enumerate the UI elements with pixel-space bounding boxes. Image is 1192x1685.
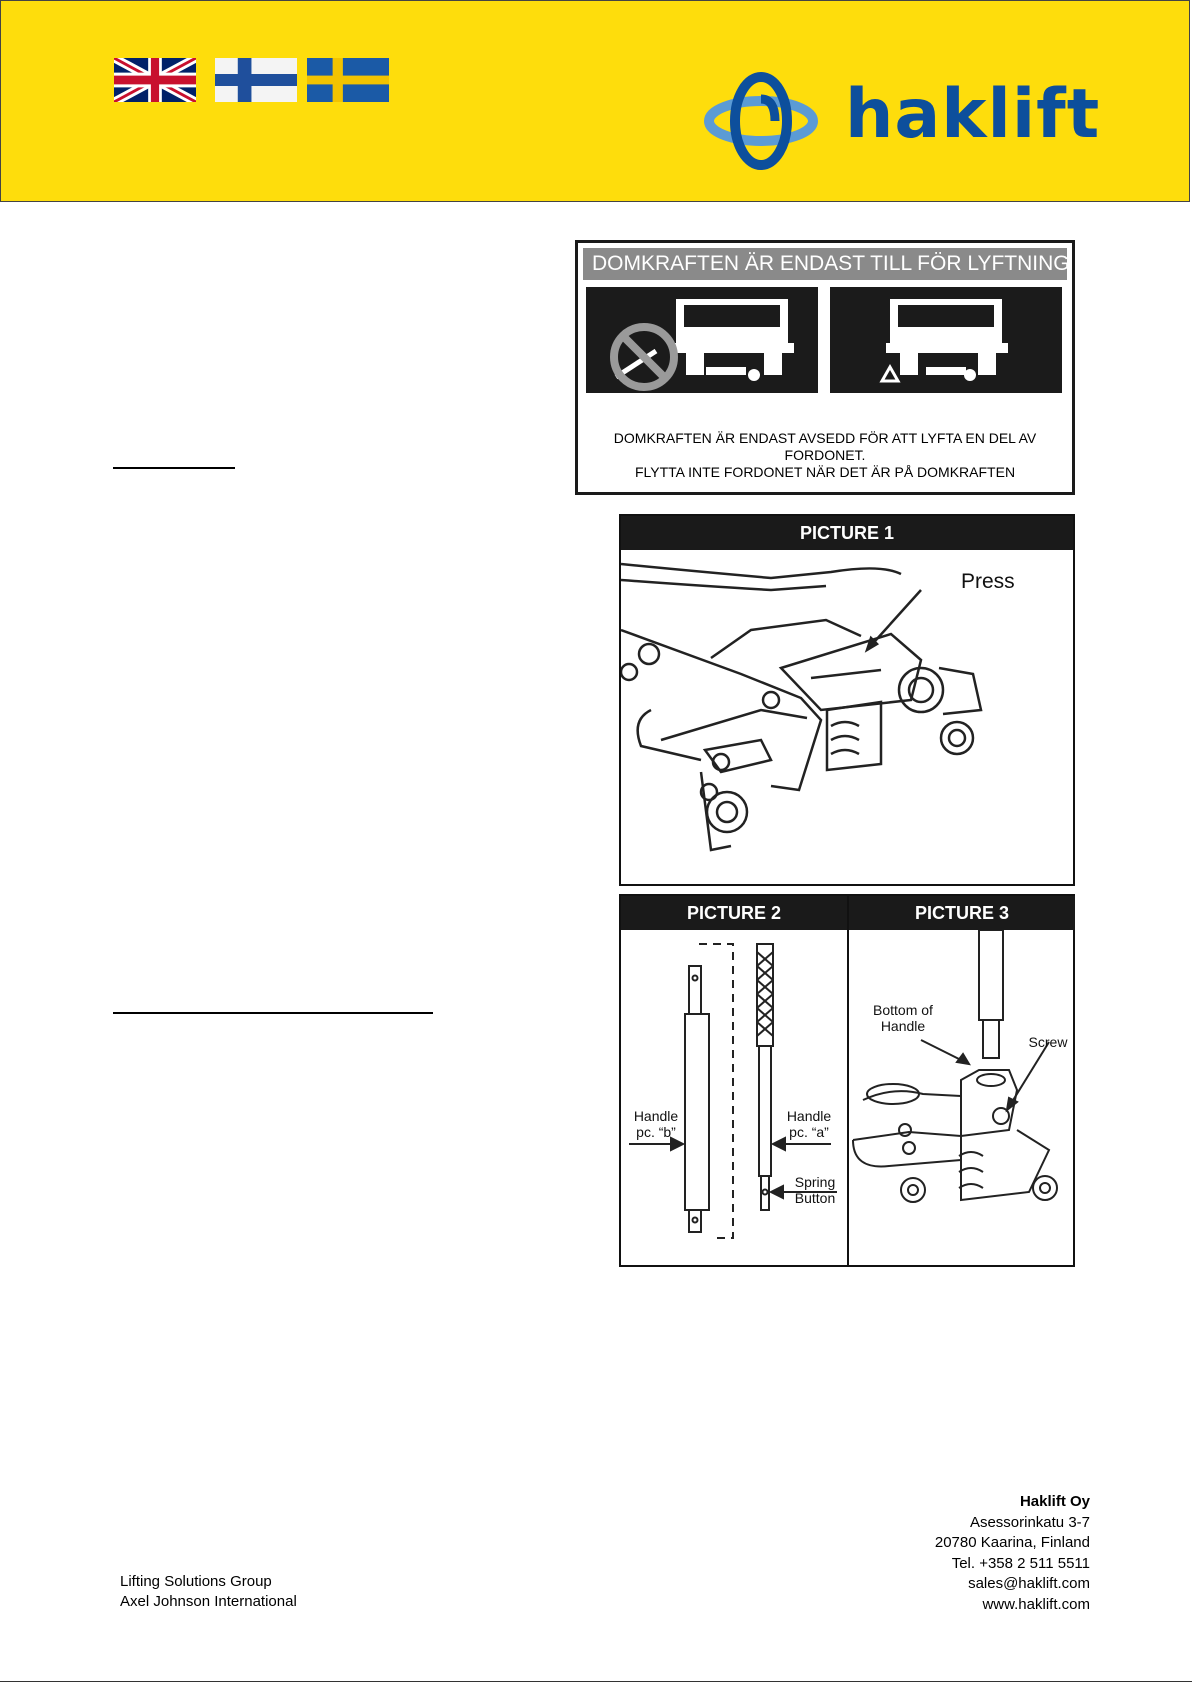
footer-address (935, 1492, 1090, 1615)
picture-3-title: PICTURE 3 (849, 896, 1075, 930)
warning-title: DOMKRAFTEN ÄR ENDAST TILL FÖR LYFTNING (583, 248, 1067, 280)
handle-b-label (629, 1108, 683, 1140)
handle-b-label-line-1: Handle (633, 1108, 679, 1124)
handle-b-label-line-2: pc. “b” (636, 1124, 676, 1140)
footer-group (120, 1572, 297, 1612)
street-address: Asessorinkatu 3-7 (969, 1513, 1090, 1531)
bottom-of-handle-label-line-2: Handle (880, 1018, 926, 1034)
picture-1-title: PICTURE 1 (621, 516, 1073, 550)
press-label: Press (961, 570, 1015, 593)
bottom-of-handle-label-line-1: Bottom of (873, 1002, 933, 1018)
finland-flag-icon[interactable] (215, 58, 297, 102)
haklift-logo (703, 69, 1101, 173)
picture-2-title: PICTURE 2 (621, 896, 847, 930)
spring-button-label (785, 1174, 845, 1206)
warning-caption-line-1: DOMKRAFTEN ÄR ENDAST AVSEDD FÖR ATT LYFTA EN DEL AV FORDONET. (613, 430, 1037, 463)
phone-number: Tel. +358 2 511 5511 (951, 1554, 1090, 1572)
spring-button-label-line-1: Spring (794, 1174, 836, 1190)
sweden-flag-icon[interactable] (307, 58, 389, 102)
logo-wordmark: haklift (845, 75, 1101, 154)
footer-group-line-1: Lifting Solutions Group (120, 1573, 272, 1590)
website-link[interactable]: www.haklift.com (982, 1595, 1090, 1613)
handle-assembly-illustration (621, 930, 847, 1265)
handle-insertion-illustration (849, 930, 1075, 1265)
city-address: 20780 Kaarina, Finland (934, 1534, 1090, 1551)
prohibited-move-illustration (586, 287, 818, 393)
picture-2-3-panel (619, 894, 1075, 1267)
uk-flag-icon[interactable] (114, 58, 196, 102)
header-banner (0, 0, 1190, 202)
section-rule-1 (113, 467, 235, 469)
warning-caption-line-2: FLYTTA INTE FORDONET NÄR DET ÄR PÅ DOMKRAFTEN (634, 464, 1016, 480)
warning-caption (578, 430, 1072, 481)
bottom-of-handle-label (861, 1002, 945, 1034)
screw-label: Screw (1028, 1034, 1068, 1050)
email-link[interactable]: sales@haklift.com (968, 1575, 1090, 1592)
handle-a-label-line-1: Handle (786, 1108, 832, 1124)
picture-1-panel (619, 514, 1075, 886)
haklift-logo-mark-icon (703, 69, 819, 173)
bottom-rule (0, 1681, 1192, 1682)
spring-button-label-line-2: Button (794, 1190, 836, 1206)
jack-release-illustration (621, 550, 1073, 884)
allowed-lift-illustration (830, 287, 1062, 393)
company-name: Haklift Oy (1019, 1493, 1090, 1510)
handle-a-label (779, 1108, 839, 1140)
footer-group-line-2: Axel Johnson International (120, 1593, 297, 1610)
warning-sign (575, 240, 1075, 495)
handle-a-label-line-2: pc. “a” (789, 1124, 829, 1140)
section-rule-2 (113, 1012, 433, 1014)
